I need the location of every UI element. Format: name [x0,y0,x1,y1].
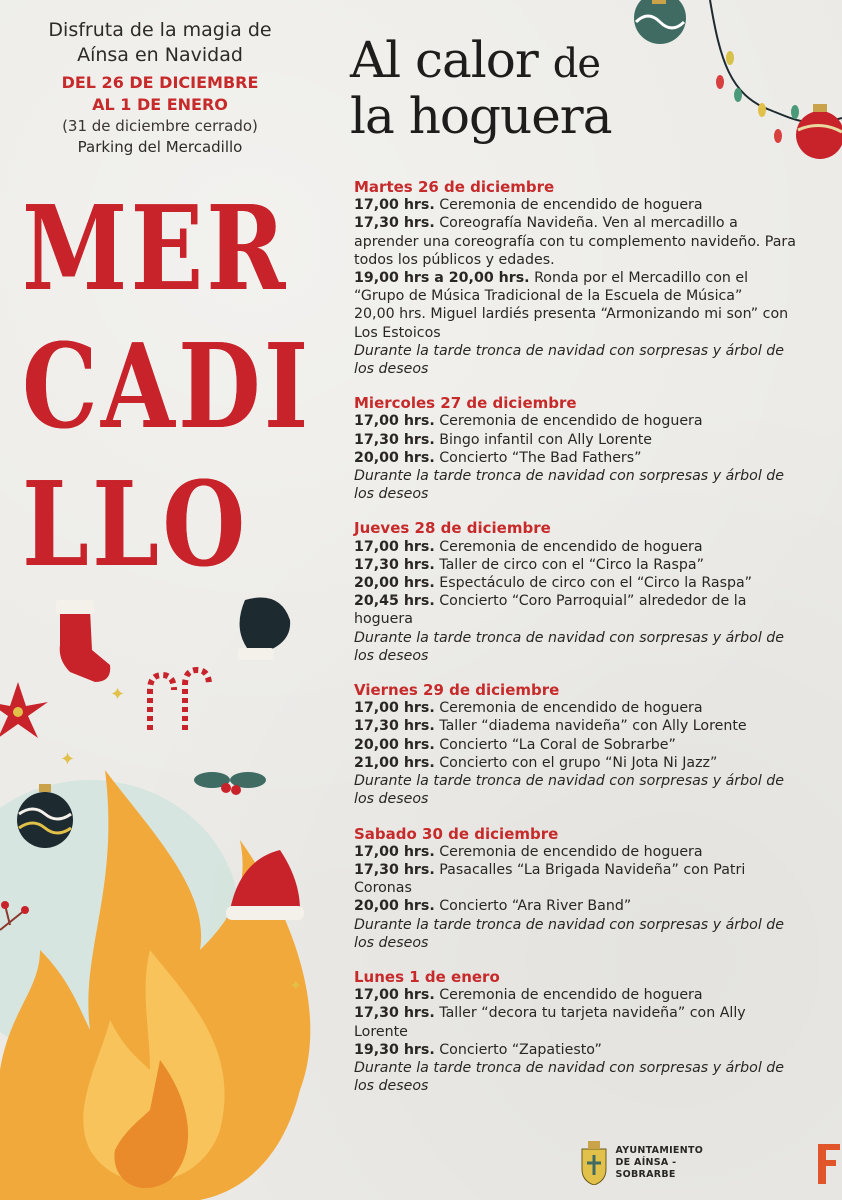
stocking-icon [56,600,110,682]
svg-text:✦: ✦ [290,978,302,994]
event-text: Bingo infantil con Ally Lorente [434,431,653,448]
event-time: 20,00 hrs. [354,898,435,915]
event-text: Taller de circo con el “Circo la Raspa” [434,556,704,573]
event-text: Pasacalles “La Brigada Navideña” con Patri Coronas [354,861,746,897]
event-text: Concierto “Zapatiesto” [434,1041,602,1058]
event-time: 21,00 hrs. [354,754,435,771]
intro-line-1: Disfruta de la magia de [48,19,272,41]
event-text: Taller “decora tu tarjeta navideña” con Ally Lorente [354,1005,746,1040]
event-text: Ceremonia de encendido de hoguera [434,700,703,717]
svg-text:✦: ✦ [110,684,126,705]
day-block [354,681,802,808]
event-text: Concierto con el grupo “Ni Jota Ni Jazz” [434,754,718,771]
day-block [354,968,802,1095]
event-line [354,431,802,449]
headline [350,31,612,145]
event-line [354,538,802,556]
event-time: 20,45 hrs. [354,593,435,610]
intro-line-2: Aínsa en Navidad [77,44,243,66]
day-block [354,519,802,665]
event-text: Espectáculo de circo con el “Circo la Raspa” [434,575,753,592]
day-title: Martes 26 de diciembre [354,178,555,196]
event-line [354,897,802,915]
coat-of-arms-icon [578,1141,607,1185]
day-note: Durante la tarde tronca de navidad con sorpresas y árbol de los deseos [354,1059,785,1095]
festival-logo-icon [814,1138,842,1188]
mercadillo-line-3: LLO [22,457,249,593]
event-text: Ceremonia de encendido de hoguera [434,987,703,1004]
mercadillo-title [22,180,322,594]
event-time: 20,00 hrs. [354,736,435,753]
day-title: Lunes 1 de enero [354,967,500,986]
event-time: 20,00 hrs. [354,449,435,466]
event-text: Ceremonia de encendido de hoguera [434,197,703,214]
event-line [354,736,802,754]
event-line [354,196,802,214]
event-line [354,717,802,735]
event-line [354,449,802,467]
event-line [354,305,802,341]
event-line [354,754,802,772]
event-text: Ronda por el Mercadillo con el “Grupo de Música Tradicional de la Escuela de Música” [354,270,749,305]
closed-note: (31 de diciembre cerrado) [62,117,258,135]
event-time: 17,00 hrs. [354,197,435,214]
event-line [354,556,802,574]
event-text: Concierto “Ara River Band” [434,898,632,915]
day-title: Viernes 29 de diciembre [354,681,560,700]
headline-line-2: la hoguera [350,87,612,145]
day-title: Sabado 30 de diciembre [354,824,559,843]
event-line [354,1041,802,1059]
day-block [354,178,802,378]
day-note: Durante la tarde tronca de navidad con sorpresas y árbol de los deseos [354,916,785,951]
event-line [354,269,802,305]
ayuntamiento-line-2: DE AÍNSA - SOBRARBE [615,1157,677,1180]
event-line [354,1004,802,1040]
day-title: Jueves 28 de diciembre [354,519,551,538]
event-line [354,843,802,861]
event-line [354,592,802,628]
footer-logos [578,1138,842,1188]
ornament-garland-icon [620,0,842,170]
svg-text:✦: ✦ [60,749,76,770]
headline-line-1: Al calor [350,31,538,89]
headline-de: de [552,41,600,87]
event-time: 17,30 hrs. [354,718,435,735]
event-time: 17,30 hrs. [354,431,435,448]
day-block [354,394,802,503]
event-time: 19,00 hrs a 20,00 hrs. [354,270,530,287]
event-text: Concierto “La Coral de Sobrarbe” [434,736,676,753]
event-text: Ceremonia de encendido de hoguera [434,413,703,430]
bonfire-illustration [0,590,345,1200]
event-text: Ceremonia de encendido de hoguera [434,538,703,555]
mercadillo-line-1: MER [22,181,289,317]
event-time: 20,00 hrs. [354,575,435,592]
event-time: 17,00 hrs. [354,987,435,1004]
day-note: Durante la tarde tronca de navidad con sorpresas y árbol de los deseos [354,773,785,808]
event-text: Concierto “The Bad Fathers” [434,449,642,466]
day-block [354,825,802,952]
event-text: Concierto “Coro Parroquial” alrededor de la hoguera [354,593,747,628]
event-time: 17,00 hrs. [354,843,435,860]
event-line [354,861,802,897]
ayuntamiento-line-1: AYUNTAMIENTO [615,1145,704,1156]
event-time: 17,00 hrs. [354,700,435,717]
event-line [354,214,802,269]
day-note: Durante la tarde tronca de navidad con sorpresas y árbol de los deseos [354,629,785,664]
event-text: Ceremonia de encendido de hoguera [434,843,703,860]
day-note: Durante la tarde tronca de navidad con sorpresas y árbol de los deseos [354,468,785,503]
event-time: 17,30 hrs. [354,861,435,878]
intro-block [0,18,320,158]
event-time: 17,00 hrs. [354,538,435,555]
schedule [354,178,802,1111]
event-text: 20,00 hrs. Miguel lardiés presenta “Armonizando mi son” con Los Estoicos [354,306,789,341]
mercadillo-line-2: CADI [22,319,312,455]
event-text: Taller “diadema navideña” con Ally Lorente [434,718,747,735]
event-line [354,574,802,592]
day-note: Durante la tarde tronca de navidad con sorpresas y árbol de los deseos [354,342,785,378]
day-title: Miercoles 27 de diciembre [354,394,577,413]
location: Parking del Mercadillo [77,138,243,156]
event-time: 17,30 hrs. [354,1005,435,1022]
event-line [354,699,802,717]
dates-line-2: AL 1 DE ENERO [92,95,228,114]
event-time: 17,00 hrs. [354,413,435,430]
ayuntamiento-label [615,1145,730,1181]
dates-line-1: DEL 26 DE DICIEMBRE [61,73,259,92]
event-text: Coreografía Navideña. Ven al mercadillo a aprender una coreografía con tu complemento navideño. Para todos los públicos y edades. [354,215,796,268]
event-line [354,986,802,1004]
event-line [354,412,802,430]
event-time: 17,30 hrs. [354,215,435,232]
event-time: 19,30 hrs. [354,1041,435,1058]
event-time: 17,30 hrs. [354,556,435,573]
